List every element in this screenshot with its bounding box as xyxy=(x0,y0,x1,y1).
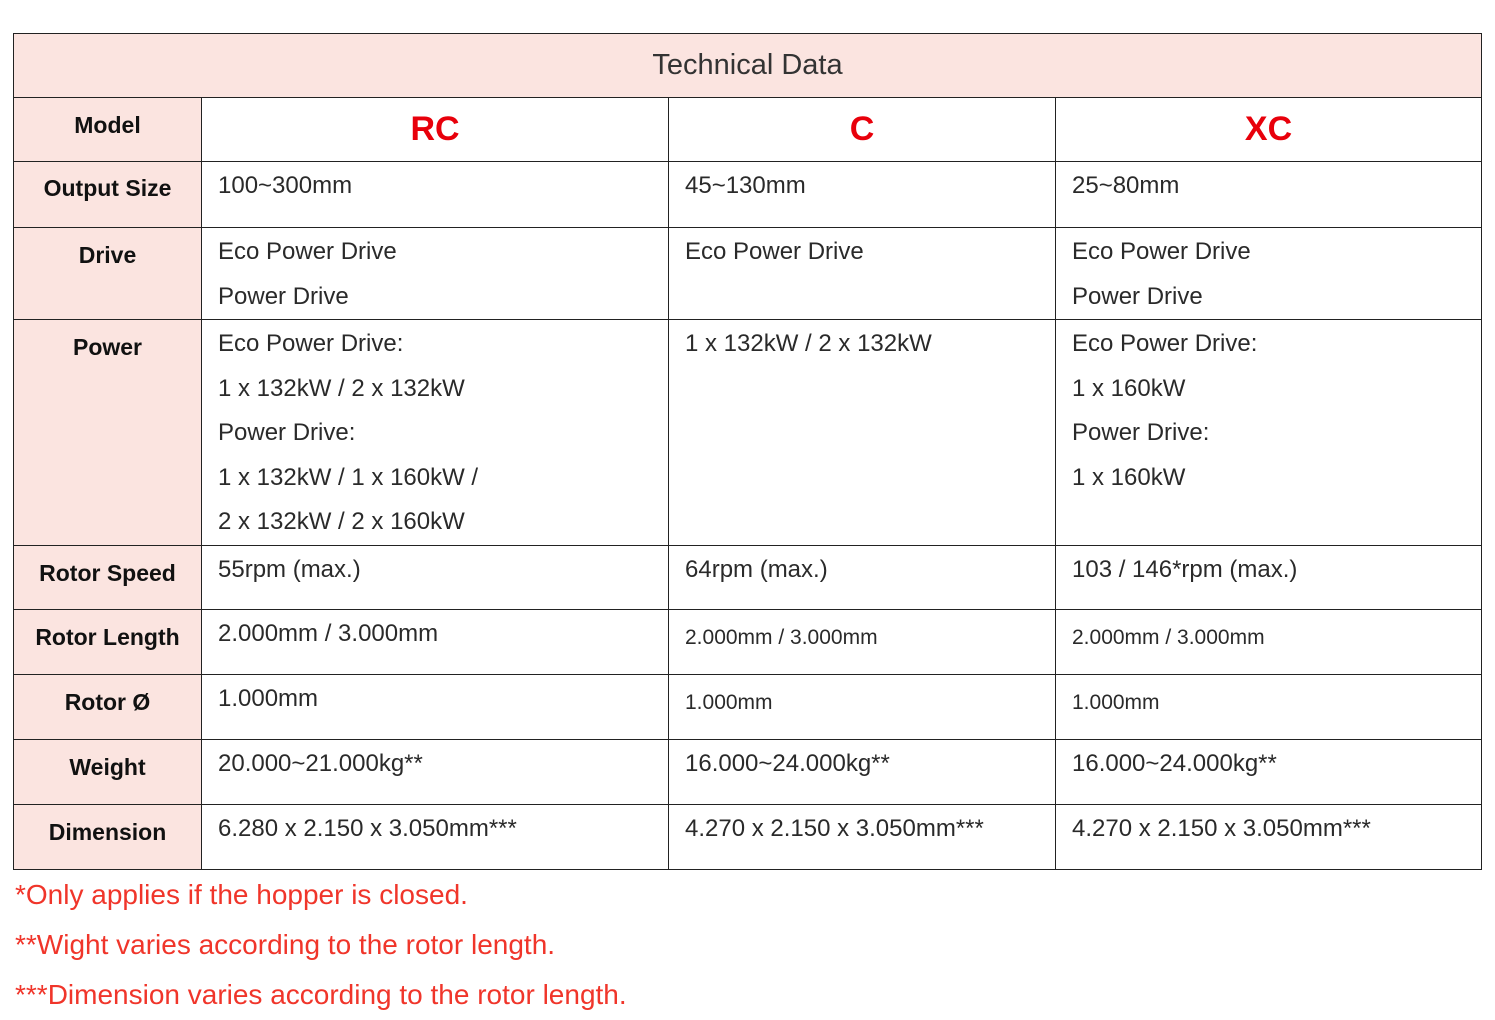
value-cell-c xyxy=(669,545,1056,609)
row-label-cell xyxy=(14,609,202,674)
title-row xyxy=(14,34,1482,98)
value-line: 2.000mm / 3.000mm xyxy=(1072,625,1265,649)
table-row-rotor-diameter xyxy=(14,674,1482,739)
value-cell-xc xyxy=(1056,804,1482,869)
value-line: 1.000mm xyxy=(685,690,773,714)
model-row xyxy=(14,98,1482,162)
value-line: Eco Power Drive xyxy=(218,238,397,265)
value-cell-c xyxy=(669,609,1056,674)
value-line: 100~300mm xyxy=(218,172,353,199)
technical-data-table xyxy=(13,33,1482,870)
row-label-cell xyxy=(14,228,202,320)
value-cell-c xyxy=(669,228,1056,320)
value-line: Eco Power Drive: xyxy=(218,330,404,357)
model-c: C xyxy=(669,98,1056,162)
row-label-cell xyxy=(14,804,202,869)
row-label: Drive xyxy=(78,242,137,268)
value-cell-xc xyxy=(1056,545,1482,609)
value-cell-rc xyxy=(202,162,669,228)
value-line: Eco Power Drive: xyxy=(1072,330,1258,357)
value-line: 64rpm (max.) xyxy=(685,555,828,583)
value-cell-xc xyxy=(1056,674,1482,739)
value-cell-c xyxy=(669,739,1056,804)
footnotes xyxy=(15,870,627,1020)
value-line: 1 x 160kW xyxy=(1072,374,1186,402)
value-line: Eco Power Drive xyxy=(1072,238,1251,265)
row-label: Rotor Speed xyxy=(39,559,176,586)
table-row-drive xyxy=(14,228,1482,320)
model-label: Model xyxy=(74,112,141,138)
value-cell-xc xyxy=(1056,609,1482,674)
row-label-cell xyxy=(14,320,202,546)
value-line: 1 x 132kW / 2 x 132kW xyxy=(218,374,465,402)
value-cell-rc xyxy=(202,545,669,609)
table-row-power xyxy=(14,320,1482,546)
row-label-cell xyxy=(14,739,202,804)
value-line: 1.000mm xyxy=(1072,690,1160,714)
value-cell-rc xyxy=(202,804,669,869)
model-label-cell xyxy=(14,98,202,162)
value-line: Power Drive xyxy=(218,282,349,310)
value-line: Eco Power Drive xyxy=(685,238,864,265)
value-cell-c xyxy=(669,162,1056,228)
value-cell-rc xyxy=(202,739,669,804)
table-row-rotor-length xyxy=(14,609,1482,674)
value-line: Power Drive: xyxy=(218,419,356,446)
table-row-dimension xyxy=(14,804,1482,869)
row-label-cell xyxy=(14,162,202,228)
value-cell-xc xyxy=(1056,162,1482,228)
value-cell-rc xyxy=(202,320,669,546)
value-line: 103 / 146*rpm (max.) xyxy=(1072,555,1298,583)
value-cell-c xyxy=(669,674,1056,739)
value-line: 4.270 x 2.150 x 3.050mm*** xyxy=(1072,814,1371,842)
value-line: 2.000mm / 3.000mm xyxy=(685,625,878,649)
table-row-rotor-speed xyxy=(14,545,1482,609)
value-line: Power Drive xyxy=(1072,282,1203,310)
model-rc: RC xyxy=(202,98,669,162)
value-line: 25~80mm xyxy=(1072,172,1180,199)
value-line: 20.000~21.000kg** xyxy=(218,749,423,777)
value-line: 1 x 160kW xyxy=(1072,463,1186,491)
row-label-cell xyxy=(14,674,202,739)
value-line: 6.280 x 2.150 x 3.050mm*** xyxy=(218,814,517,842)
value-cell-xc xyxy=(1056,228,1482,320)
value-line: 1.000mm xyxy=(218,684,319,712)
row-label-cell xyxy=(14,545,202,609)
value-cell-xc xyxy=(1056,320,1482,546)
value-cell-rc xyxy=(202,228,669,320)
table-row-output-size xyxy=(14,162,1482,228)
value-line: 55rpm (max.) xyxy=(218,555,361,583)
model-xc: XC xyxy=(1056,98,1482,162)
table-row-weight xyxy=(14,739,1482,804)
value-cell-rc xyxy=(202,609,669,674)
row-label: Weight xyxy=(69,753,146,780)
table-title: Technical Data xyxy=(14,34,1482,98)
value-cell-c xyxy=(669,804,1056,869)
row-label: Rotor Ø xyxy=(64,688,151,715)
row-label: Dimension xyxy=(48,818,167,845)
footnote-hopper: *Only applies if the hopper is closed. xyxy=(15,879,468,910)
value-cell-xc xyxy=(1056,739,1482,804)
value-line: Power Drive: xyxy=(1072,419,1210,446)
value-line: 2 x 132kW / 2 x 160kW xyxy=(218,508,465,535)
value-line: 2.000mm / 3.000mm xyxy=(218,619,439,647)
value-line: 16.000~24.000kg** xyxy=(685,749,890,777)
footnote-dimension: ***Dimension varies according to the rotor length. xyxy=(15,979,627,1010)
row-label: Output Size xyxy=(43,175,172,201)
row-label: Rotor Length xyxy=(35,623,180,650)
value-line: 1 x 132kW / 2 x 132kW xyxy=(685,330,932,357)
row-label: Power xyxy=(72,334,143,360)
value-line: 1 x 132kW / 1 x 160kW / xyxy=(218,463,479,491)
footnote-weight: **Wight varies according to the rotor length. xyxy=(15,929,556,960)
value-cell-rc xyxy=(202,674,669,739)
value-line: 16.000~24.000kg** xyxy=(1072,749,1277,777)
value-line: 45~130mm xyxy=(685,172,806,199)
value-cell-c xyxy=(669,320,1056,546)
value-line: 4.270 x 2.150 x 3.050mm*** xyxy=(685,814,984,842)
